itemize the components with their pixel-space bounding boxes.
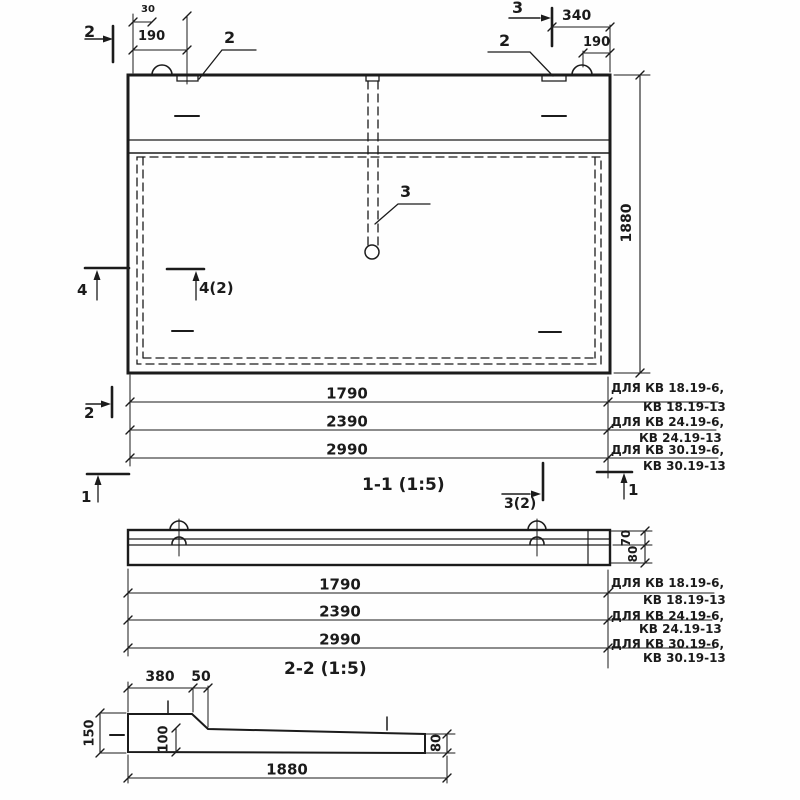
section-marker-4-2: 4(2) xyxy=(199,279,234,297)
dim-label-190-left: 190 xyxy=(138,29,166,44)
section-marker-3-top: 3 xyxy=(512,0,524,17)
section-marker-3-2: 3(2) xyxy=(504,496,537,512)
dim-value-2990-t2: 2990 xyxy=(319,630,361,649)
plan-markers-4 xyxy=(85,268,204,300)
panel-label-t2-r0b: КВ 18.19-13 xyxy=(643,593,726,607)
panel-label-t1-r0a: ДЛЯ КВ 18.19-6, xyxy=(611,381,725,395)
dim-value-2390-t1: 2390 xyxy=(326,412,368,431)
panel-label-t2-r1a: ДЛЯ КВ 24.19-6, xyxy=(611,609,725,623)
section-1-1-view xyxy=(128,519,652,567)
dim-label-1880-length: 1880 xyxy=(266,760,308,779)
dim-label-80-s11: 80 xyxy=(626,545,640,563)
section-marker-1-left: 1 xyxy=(81,488,92,506)
panel-label-t2-r2b: КВ 30.19-13 xyxy=(643,651,726,665)
panel-label-t2-r0a: ДЛЯ КВ 18.19-6, xyxy=(611,576,725,590)
dim-value-1790-t2: 1790 xyxy=(319,575,361,594)
panel-label-t1-r1a: ДЛЯ КВ 24.19-6, xyxy=(611,415,725,429)
section-2-2-title: 2-2 (1:5) xyxy=(284,659,367,679)
section-1-1-title: 1-1 (1:5) xyxy=(362,475,445,495)
section-marker-1-right: 1 xyxy=(628,481,639,499)
leader-label-3-center: 3 xyxy=(400,182,412,201)
dim-label-190-right: 190 xyxy=(583,35,611,50)
dim-label-340: 340 xyxy=(562,8,592,24)
leader-label-2-left: 2 xyxy=(224,28,236,47)
dim-label-150: 150 xyxy=(82,719,98,747)
panel-label-t2-r2a: ДЛЯ КВ 30.19-6, xyxy=(611,637,725,651)
section-marker-2-top: 2 xyxy=(84,22,96,41)
leader-label-2-right: 2 xyxy=(499,31,511,50)
plan-dims-top-left xyxy=(85,12,256,84)
panel-label-t1-r1b: КВ 24.19-13 xyxy=(639,431,722,445)
panel-label-t1-r2b: КВ 30.19-13 xyxy=(643,459,726,473)
section-marker-4: 4 xyxy=(77,281,88,299)
plan-view xyxy=(128,65,610,373)
panel-label-t2-r1b: КВ 24.19-13 xyxy=(639,622,722,636)
dim-value-1790-t1: 1790 xyxy=(326,384,368,403)
dim-label-50: 50 xyxy=(191,669,211,685)
dim-label-380: 380 xyxy=(145,669,175,685)
panel-label-t1-r2a: ДЛЯ КВ 30.19-6, xyxy=(611,443,725,457)
section-marker-2-bottom: 2 xyxy=(84,404,95,422)
dim-label-70: 70 xyxy=(619,529,633,547)
dim-label-100: 100 xyxy=(156,725,172,753)
dim-label-80-s22: 80 xyxy=(429,733,445,753)
leader-3-line xyxy=(375,204,430,224)
panel-label-t1-r0b: КВ 18.19-13 xyxy=(643,400,726,414)
dim-label-1880-height: 1880 xyxy=(619,203,635,243)
dim-value-2990-t1: 2990 xyxy=(326,440,368,459)
dim-value-2390-t2: 2390 xyxy=(319,602,361,621)
dim-label-30: 30 xyxy=(141,4,155,15)
